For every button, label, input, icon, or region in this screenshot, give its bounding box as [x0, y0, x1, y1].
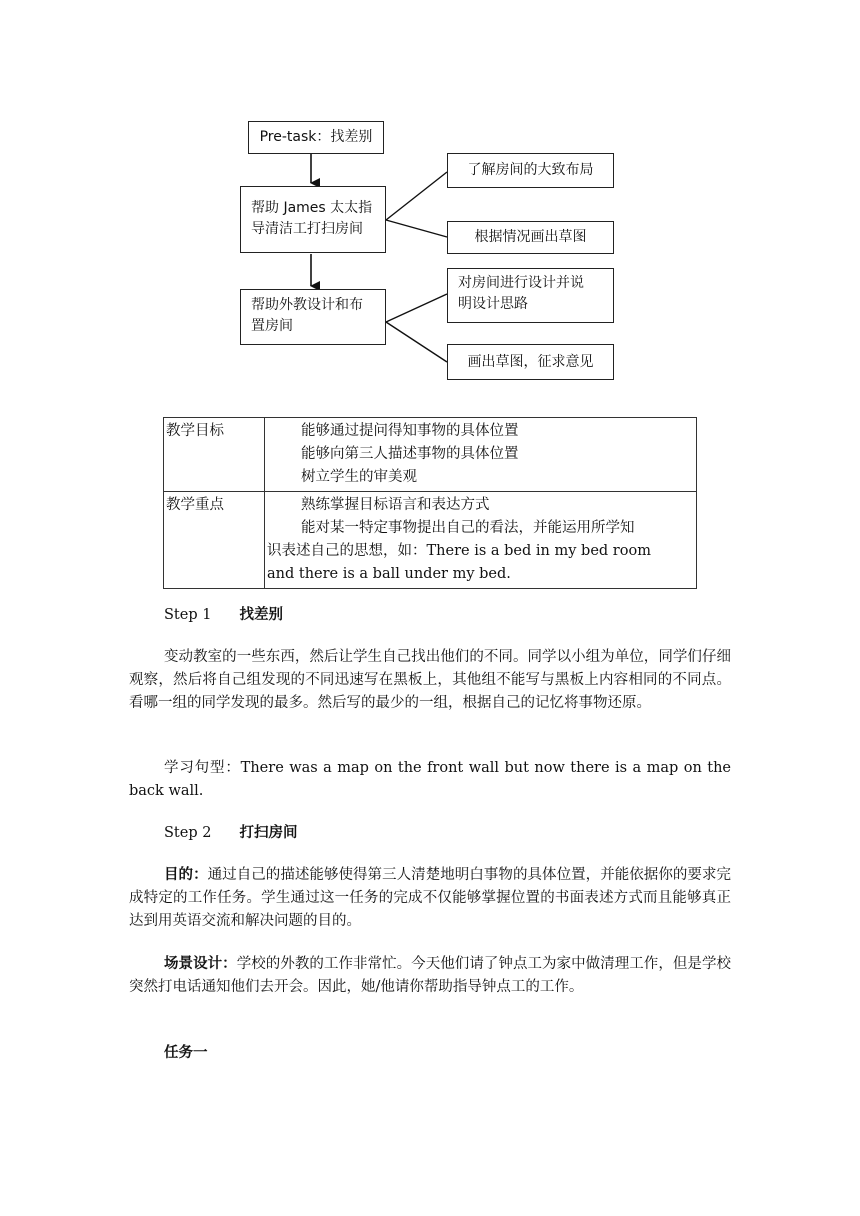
design-explain-box	[447, 268, 614, 323]
sketch-label: 根据情况画出草图	[474, 229, 587, 245]
guide-cleaner-line1: 帮助 James 太太指	[251, 200, 373, 216]
task1-heading: 任务一	[164, 1044, 208, 1061]
table-row	[164, 418, 697, 492]
table-row	[164, 492, 697, 589]
step1-title: 找差别	[239, 606, 283, 623]
purpose-label: 目的：	[164, 866, 208, 883]
focus-label: 教学重点	[164, 492, 265, 589]
design-explain-line2: 明设计思路	[458, 296, 528, 312]
branch-line-2	[386, 220, 447, 237]
branch-line-3	[386, 294, 447, 322]
layout-box	[447, 153, 614, 188]
goals-content	[265, 418, 697, 492]
flowchart	[0, 0, 860, 400]
pretask-label: Pre-task：找差别	[259, 129, 373, 145]
goal-line: 能够通过提问得知事物的具体位置	[301, 423, 519, 439]
scene-text: 学校的外教的工作非常忙。今天他们请了钟点工为家中做清理工作，但是学校突然打电话通知他们去开会。因此，她/他请你帮助指导钟点工的工作。	[129, 956, 732, 995]
goal-line: 树立学生的审美观	[301, 469, 417, 485]
focus-content	[265, 492, 697, 589]
design-explain-line1: 对房间进行设计并说	[458, 275, 584, 291]
branch-line-4	[386, 322, 447, 362]
feedback-box	[447, 344, 614, 380]
design-room-line1: 帮助外教设计和布	[251, 297, 363, 313]
purpose-text: 通过自己的描述能够使得第三人清楚地明白事物的具体位置，并能依据你的要求完成特定的工作任务。学生通过这一任务的完成不仅能够掌握位置的书面表述方式而且能够真正达到用英语交流和解决问题的目的。	[129, 867, 732, 929]
step2-title: 打扫房间	[239, 824, 298, 841]
scene-label: 场景设计：	[164, 955, 237, 972]
focus-line: 熟练掌握目标语言和表达方式	[301, 497, 490, 513]
sketch-box	[447, 221, 614, 254]
step2-heading	[164, 821, 297, 845]
goal-line: 能够向第三人描述事物的具体位置	[301, 446, 519, 462]
step1-number: Step 1	[164, 607, 212, 623]
focus-line: and there is a ball under my bed.	[267, 566, 511, 582]
branch-line-1	[386, 172, 447, 220]
flowchart-connectors	[0, 0, 860, 400]
design-room-line2: 置房间	[251, 318, 293, 334]
pretask-box	[248, 121, 384, 154]
teaching-goals-table	[163, 417, 697, 589]
step1-paragraph: 变动教室的一些东西，然后让学生自己找出他们的不同。同学以小组为单位，同学们仔细观察，然后将自己组发现的不同迅速写在黑板上，其他组不能写与黑板上内容相同的不同点。看哪一组的同学发现的最多。然后写的最少的一组，根据自己的记忆将事物还原。	[129, 649, 731, 711]
step2-scene	[129, 952, 731, 999]
step1-heading	[164, 603, 283, 627]
layout-label: 了解房间的大致布局	[467, 162, 594, 178]
feedback-label: 画出草图，征求意见	[467, 353, 594, 370]
guide-cleaner-line2: 导清洁工打扫房间	[251, 221, 363, 237]
step2-purpose	[129, 863, 731, 933]
step1-sentence-pattern: 学习句型：There was a map on the front wall but now there is a map on the back wall.	[129, 760, 731, 799]
step2-number: Step 2	[164, 825, 212, 841]
design-room-box	[240, 289, 386, 345]
focus-line: 识表述自己的思想，如：There is a bed in my bed room	[267, 543, 651, 559]
focus-line: 能对某一特定事物提出自己的看法，并能运用所学知	[301, 520, 635, 536]
goals-label: 教学目标	[164, 418, 265, 492]
guide-cleaner-box	[240, 186, 386, 253]
